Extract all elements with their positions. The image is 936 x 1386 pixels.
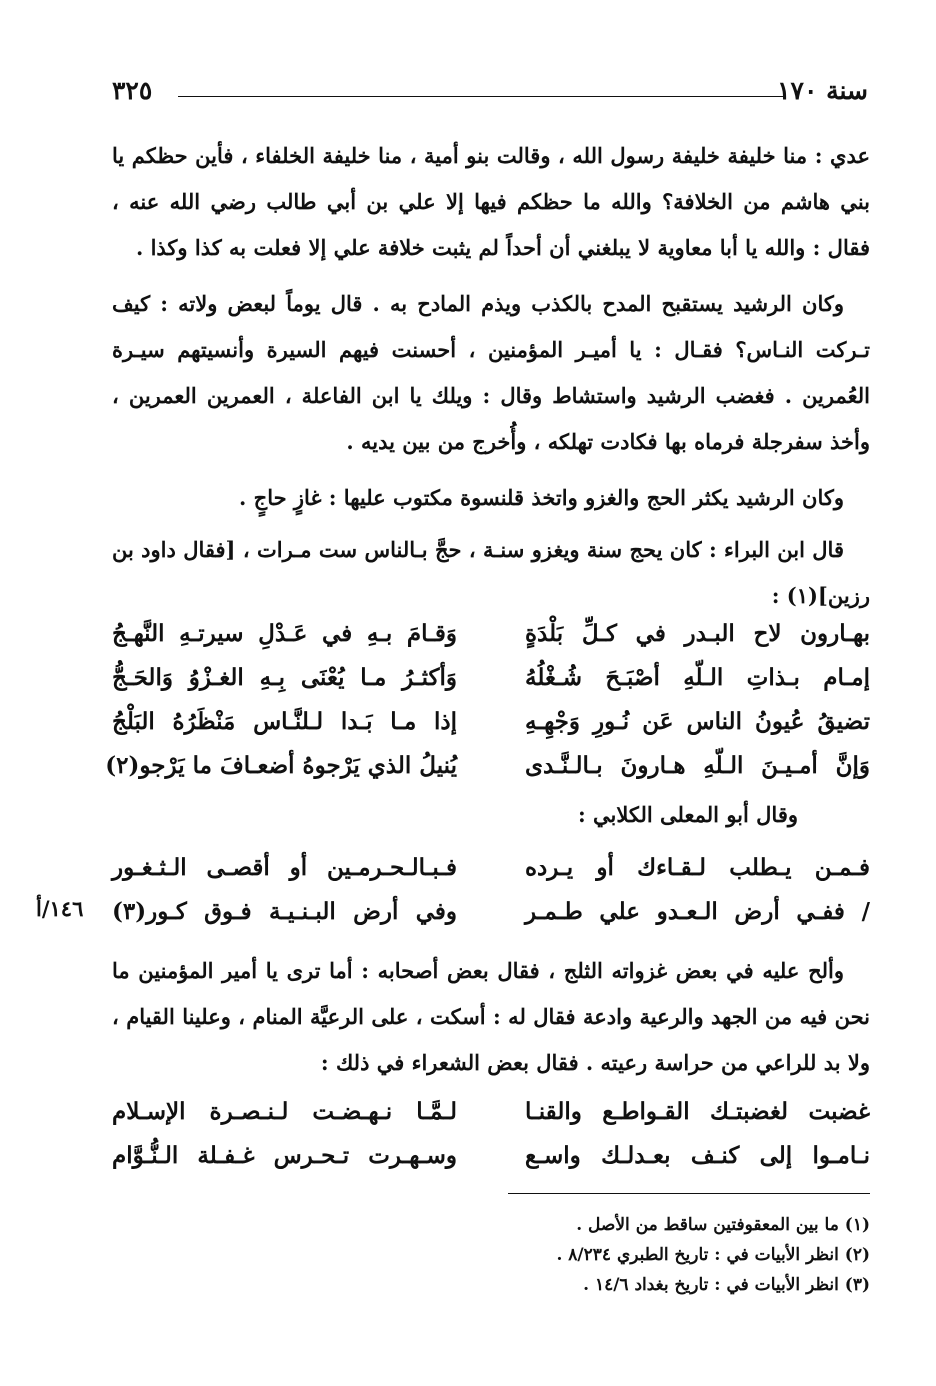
poem-2 — [112, 846, 870, 934]
footnote-1: (١) ما بين المعقوفتين ساقط من الأصل . — [576, 1215, 870, 1235]
verse-first-hemistich: / ففـي أرض الـعـدو علي طـمـر — [525, 898, 870, 925]
page-number: ٣٢٥ — [112, 76, 153, 105]
paragraph-2: وكان الرشيد يستقبح المدح بالكذب ويذم المادح به . قال يوماً لبعض ولاته : كيف تـركت النـاس؟ فقـال : يا أميـر المؤمنين ، أحسنت فيهم السيرة وأنسيتهم سيـرة العُمرين . فغضب الرشيد واستشاط وقال : ويلك يا ابن الفاعلة ، العمرين العمرين ، وأخذ سفرجلة فرماه بها فكادت تهلكه ، وأُخرج من بين يديه . — [112, 291, 870, 454]
verse-first-hemistich: غضبت لغضبتـك القـواطـع والقنـا — [525, 1098, 870, 1125]
prose-block-3 — [112, 948, 870, 1086]
header-rule — [178, 96, 786, 97]
paragraph-5: وألح عليه في بعض غزواته الثلج ، فقال بعض أصحابه : أما ترى يا أمير المؤمنين ما نحن فيه من الجهد والرعية وادعة فقال له : أسكت ، على الرعيَّة المنام ، وعلينا القيام ، ولا بد للراعي من حراسة رعيته . فقال بعض الشعراء في ذلك : — [112, 958, 870, 1075]
verse-first-hemistich: فـمـن يـطلب لـقـاءك أو يـرده — [525, 854, 870, 881]
verse-line — [112, 656, 870, 700]
verse-line — [112, 612, 870, 656]
manuscript-folio-marker: ١٤٦/أ — [36, 896, 84, 921]
prose-block-1 — [112, 133, 870, 619]
poem-2-intro-text: وقال أبو المعلى الكلابي : — [577, 802, 798, 827]
verse-second-hemistich: لـمَّـا نـهـضـت لـنـصـرة الإسـلام — [112, 1098, 457, 1125]
footnote-2: (٢) انظر الأبيات في : تاريخ الطبري ٨/٢٣٤ . — [556, 1245, 870, 1265]
poem-1 — [105, 612, 870, 788]
poem-2-intro — [112, 792, 870, 838]
verse-second-hemistich: يُنيلُ الذي يَرْجوهُ أضعـافَ ما يَرْجو(٢) — [105, 752, 457, 779]
paragraph-1: عدي : منا خليفة خليفة رسول الله ، وقالت بنو أمية ، منا خليفة الخلفاء ، فأين حظكم يا بني هاشم من الخلافة؟ والله ما حظكم فيها إلا علي بن أبي طالب رضي الله عنه ، فقال : والله يا أبا معاوية لا يبلغني أن أحداً لم يثبت خلافة علي إلا فعلت به كذا وكذا . — [112, 143, 870, 260]
verse-line — [112, 846, 870, 890]
paragraph-3: وكان الرشيد يكثر الحج والغزو واتخذ قلنسوة مكتوب عليها : غازٍ حاجٍ . — [239, 485, 844, 510]
verse-line — [112, 890, 870, 934]
verse-first-hemistich: وَإنَّ أمـيـنَ الـلّهِ هـارونَ بـالـنَّـدى — [525, 752, 870, 779]
verse-first-hemistich: تضيقُ عُيونُ الناس عَن نُـورِ وَجْهِـهِ — [525, 708, 870, 735]
footnote-rule — [508, 1193, 870, 1194]
page-header — [112, 72, 868, 112]
paragraph-4: قال ابن البراء : كان يحج سنة ويغزو سنـة ، حجَّ بـالناس ست مـرات ، [فقال داود بن رزين](١) : — [112, 537, 870, 608]
verse-line — [105, 744, 870, 788]
verse-second-hemistich: وفي أرض البـنـيـة فـوق كـور(٣) — [112, 898, 457, 925]
verse-second-hemistich: فـبـالـحـرمـين أو أقصـى الـثـغـور — [112, 854, 457, 881]
verse-line — [112, 1090, 870, 1134]
poem-3 — [112, 1090, 870, 1178]
running-head-year: سنة ١٧٠ — [777, 76, 868, 105]
verse-second-hemistich: وسـهـرت تـحـرس غـفـلة الـنُّـوَّام — [112, 1142, 457, 1169]
verse-second-hemistich: وَأكثـرُ مـا يُعْنَى بِـهِ الغـزْوُ وَالحَـجُّ — [112, 664, 457, 691]
verse-first-hemistich: نـامـوا إلى كنـف بعـدلـك واسـع — [525, 1142, 870, 1169]
verse-second-hemistich: وَقـامَ بـهِ في عَـدْلِ سيرتـهِ النَّهـجُ — [112, 620, 457, 647]
verse-line — [112, 1134, 870, 1178]
verse-first-hemistich: إمـام بـذاتِ الـلّهِ أصْبَـحَ شُـغْلُهُ — [525, 664, 870, 691]
footnote-3: (٣) انظر الأبيات في : تاريخ بغداد ١٤/٦ . — [583, 1275, 870, 1295]
verse-line — [112, 700, 870, 744]
verse-first-hemistich: بهـارون لاح البـدر في كـلِّ بَلْدَةٍ — [525, 620, 870, 647]
footnotes — [300, 1210, 870, 1300]
verse-second-hemistich: إذا مـا بَـدا لـلنَّـاس مَنْظَرُهُ البَلْجُ — [112, 708, 457, 735]
